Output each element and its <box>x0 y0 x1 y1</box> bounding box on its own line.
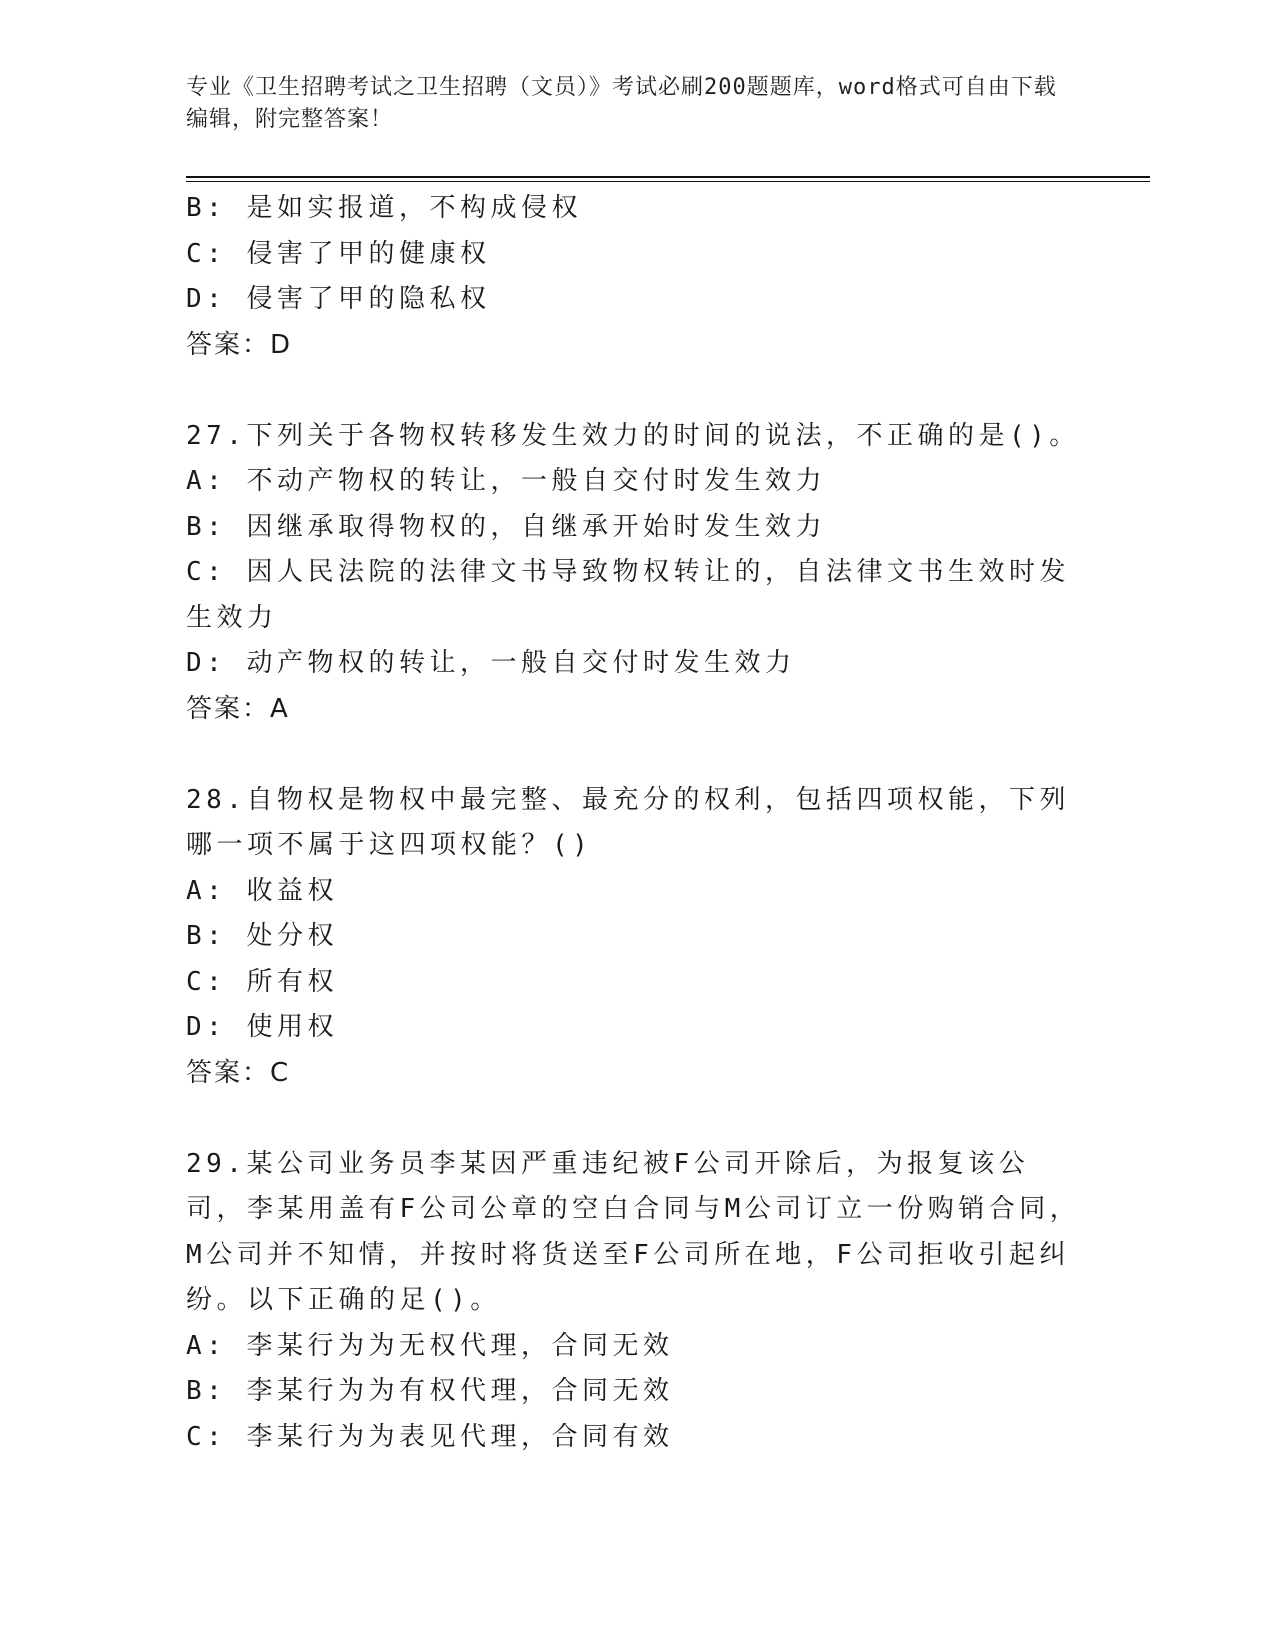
document-header: 专业《卫生招聘考试之卫生招聘（文员）》考试必刷200题题库，word格式可自由下载编辑，附完整答案！ <box>186 75 1057 132</box>
question-text: 29.某公司业务员李某因严重违纪被F公司开除后，为报复该公司，李某用盖有F公司公章的空白合同与M公司订立一份购销合同，M公司并不知情，并按时将货送至F公司所在地，F公司拒收引起纠纷。以下正确的足()。 <box>186 1148 1081 1315</box>
option-c: C: 所有权 <box>186 966 338 997</box>
option-d: D: 使用权 <box>186 1012 338 1042</box>
question-27 <box>186 414 1086 733</box>
question-28 <box>186 778 1086 1097</box>
option-b: B: 李某行为为有权代理，合同无效 <box>186 1376 674 1406</box>
option-b: B: 处分权 <box>186 921 338 951</box>
question-29 <box>186 1142 1086 1461</box>
answer: 答案：A <box>186 693 290 724</box>
spacer <box>186 368 1086 414</box>
option-a: A: 不动产物权的转让，一般自交付时发生效力 <box>186 466 826 496</box>
document-body <box>186 186 1086 1460</box>
question-text: 28.自物权是物权中最完整、最充分的权利，包括四项权能，下列哪一项不属于这四项权能？() <box>186 784 1070 860</box>
option-d: D: 侵害了甲的隐私权 <box>186 284 491 314</box>
question-text: 27.下列关于各物权转移发生效力的时间的说法，不正确的是()。 <box>186 420 1080 451</box>
option-b: B: 是如实报道，不构成侵权 <box>186 193 582 223</box>
answer: 答案：D <box>186 329 293 360</box>
header-rule-thin <box>186 181 1150 182</box>
option-c: C: 侵害了甲的健康权 <box>186 238 491 269</box>
option-a: A: 李某行为为无权代理，合同无效 <box>186 1330 674 1361</box>
option-d: D: 动产物权的转让，一般自交付时发生效力 <box>186 648 796 678</box>
option-c: C: 因人民法院的法律文书导致物权转让的，自法律文书生效时发生效力 <box>186 557 1070 633</box>
option-a: A: 收益权 <box>186 875 338 906</box>
option-c: C: 李某行为为表见代理，合同有效 <box>186 1421 674 1452</box>
question-26-tail <box>186 186 1086 368</box>
answer: 答案：C <box>186 1057 291 1088</box>
spacer <box>186 1096 1086 1142</box>
option-b: B: 因继承取得物权的，自继承开始时发生效力 <box>186 511 826 542</box>
header-rule-thick <box>186 176 1150 178</box>
spacer <box>186 732 1086 778</box>
